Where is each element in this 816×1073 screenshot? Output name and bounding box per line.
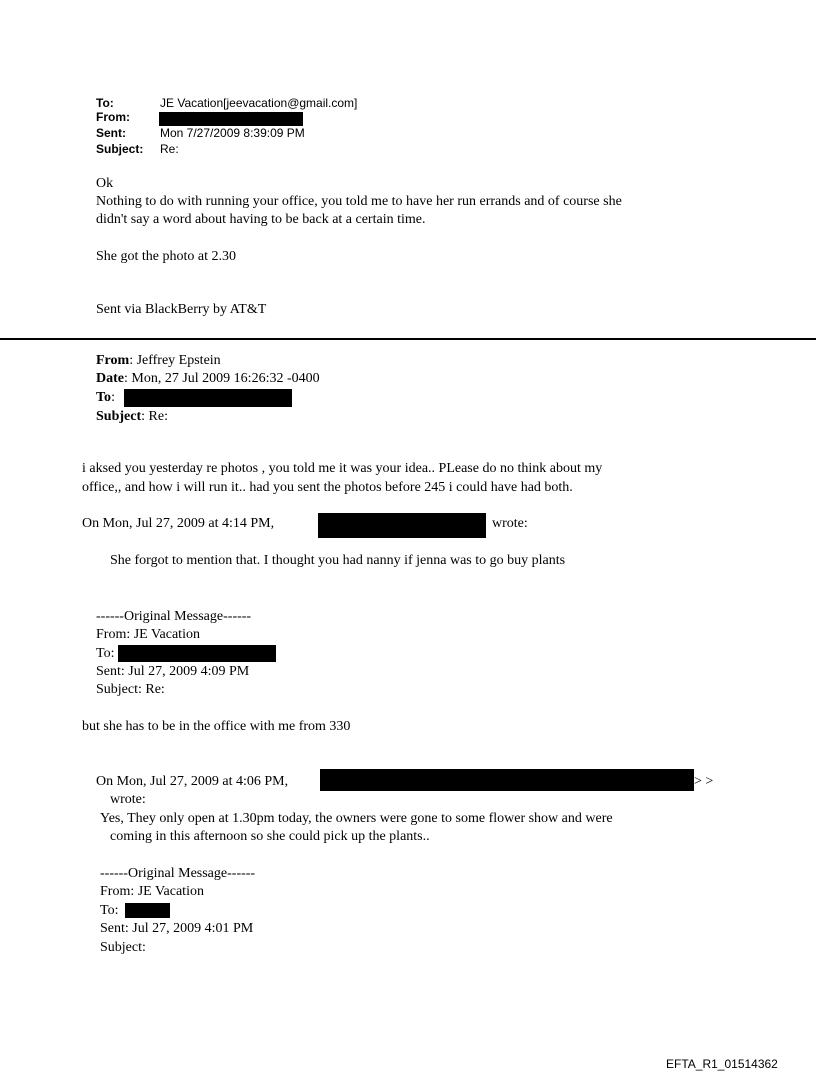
reply-from-value: : Jeffrey Epstein bbox=[129, 353, 221, 368]
to-label: To: bbox=[96, 96, 114, 110]
orig-to: To: bbox=[100, 903, 119, 918]
redaction-box bbox=[125, 903, 170, 918]
sent-row bbox=[96, 127, 305, 140]
reply-to-row bbox=[96, 389, 115, 406]
orig-sent: Sent: Jul 27, 2009 4:01 PM bbox=[100, 921, 254, 936]
redaction-box bbox=[124, 389, 292, 407]
subject-label: Subject: bbox=[96, 142, 144, 156]
body-line: Ok bbox=[96, 176, 114, 191]
reply-subject-row bbox=[96, 408, 168, 425]
original-message-separator: ------Original Message------ bbox=[100, 866, 256, 881]
from-label: From: bbox=[96, 110, 130, 124]
reply-from-label: From bbox=[96, 353, 130, 368]
orig-subject: Subject: bbox=[100, 940, 146, 955]
reply-subject-value: : Re: bbox=[141, 409, 168, 424]
orig-from: From: JE Vacation bbox=[96, 627, 200, 642]
body-line: didn't say a word about having to be back at a certain time. bbox=[96, 212, 426, 227]
orig-from: From: JE Vacation bbox=[100, 884, 204, 899]
quoted-line: coming in this afternoon so she could pick up the plants.. bbox=[110, 829, 430, 844]
reply-from-row bbox=[96, 352, 221, 369]
orig-subject: Subject: Re: bbox=[96, 682, 165, 697]
reply-body-line: office,, and how i will run it.. had you sent the photos before 245 i could have had both. bbox=[82, 480, 573, 495]
redaction-box bbox=[320, 769, 694, 791]
orig-sent: Sent: Jul 27, 2009 4:09 PM bbox=[96, 664, 250, 679]
quoted-line: Yes, They only open at 1.30pm today, the owners were gone to some flower show and were bbox=[100, 811, 613, 826]
redaction-box bbox=[118, 645, 276, 662]
reply-to-label: To bbox=[96, 390, 112, 405]
reply-date-row bbox=[96, 370, 320, 387]
to-value: JE Vacation[jeevacation@gmail.com] bbox=[160, 96, 358, 110]
quote-marker: > > bbox=[694, 774, 714, 789]
quote-attribution: On Mon, Jul 27, 2009 at 4:14 PM, bbox=[82, 516, 275, 531]
quoted-line: She forgot to mention that. I thought you had nanny if jenna was to go buy plants bbox=[110, 553, 566, 568]
divider bbox=[0, 338, 816, 340]
signature-line: Sent via BlackBerry by AT&T bbox=[96, 302, 267, 317]
redaction-box bbox=[159, 112, 303, 126]
from-row bbox=[96, 111, 160, 124]
subject-value: Re: bbox=[160, 142, 179, 156]
body-line: Nothing to do with running your office, you told me to have her run errands and of course she bbox=[96, 194, 622, 209]
reply-date-label: Date bbox=[96, 371, 124, 386]
orig-to: To: bbox=[96, 646, 115, 661]
wrote-label: wrote: bbox=[110, 792, 146, 807]
original-message-separator: ------Original Message------ bbox=[96, 609, 252, 624]
quote-attribution: On Mon, Jul 27, 2009 at 4:06 PM, bbox=[96, 774, 289, 789]
reply-date-value: : Mon, 27 Jul 2009 16:26:32 -0400 bbox=[124, 371, 320, 386]
sent-label: Sent: bbox=[96, 126, 126, 140]
reply-to-value: : bbox=[111, 390, 115, 405]
subject-row bbox=[96, 143, 179, 156]
reply-subject-label: Subject bbox=[96, 409, 142, 424]
bates-number: EFTA_R1_01514362 bbox=[666, 1057, 778, 1071]
orig-body-line: but she has to be in the office with me from 330 bbox=[82, 719, 351, 734]
wrote-label: wrote: bbox=[492, 516, 528, 531]
redaction-box bbox=[318, 513, 486, 538]
to-row bbox=[96, 97, 357, 110]
body-line: She got the photo at 2.30 bbox=[96, 249, 236, 264]
reply-body-line: i aksed you yesterday re photos , you told me it was your idea.. PLease do no think about my bbox=[82, 461, 603, 476]
sent-value: Mon 7/27/2009 8:39:09 PM bbox=[160, 126, 305, 140]
